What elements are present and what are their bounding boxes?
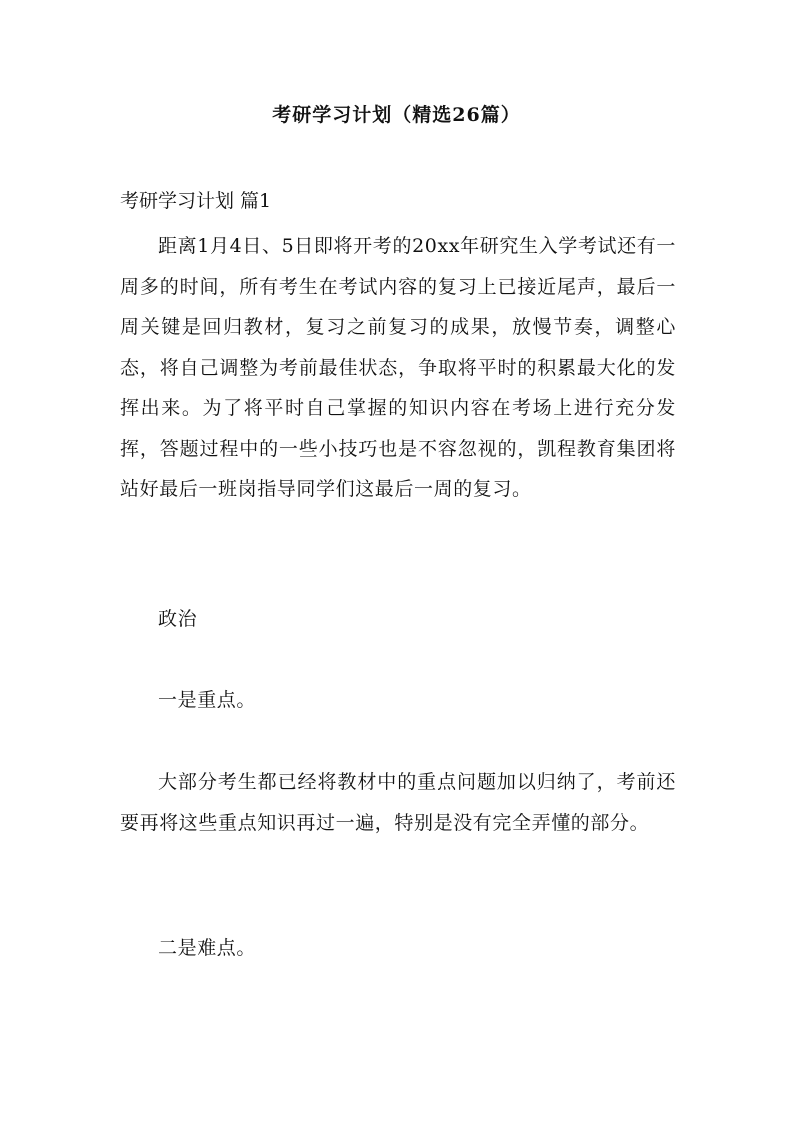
paragraph-key-points: 大部分考生都已经将教材中的重点问题加以归纳了，考前还要再将这些重点知识再过一遍，特别是没有完全弄懂的部分。 — [120, 771, 676, 834]
document-title: 考研学习计划（精选26篇） — [272, 104, 521, 126]
section-heading: 考研学习计划 篇1 — [120, 190, 272, 212]
heading-difficult-points: 二是难点。 — [158, 937, 257, 959]
paragraph-intro: 距离1月4日、5日即将开考的20xx年研究生入学考试还有一周多的时间，所有考生在考试内容的复习上已接近尾声，最后一周关键是回归教材，复习之前复习的成果，放慢节奏，调整心态，将自己调整为考前最佳状态，争取将平时的积累最大化的发挥出来。为了将平时自己掌握的知识内容在考场上进行充分发挥，答题过程中的一些小技巧也是不容忽视的，凯程教育集团将站好最后一班岗指导同学们这最后一周的复习。 — [120, 235, 676, 500]
heading-politics: 政治 — [158, 608, 198, 630]
heading-key-points: 一是重点。 — [158, 689, 257, 711]
